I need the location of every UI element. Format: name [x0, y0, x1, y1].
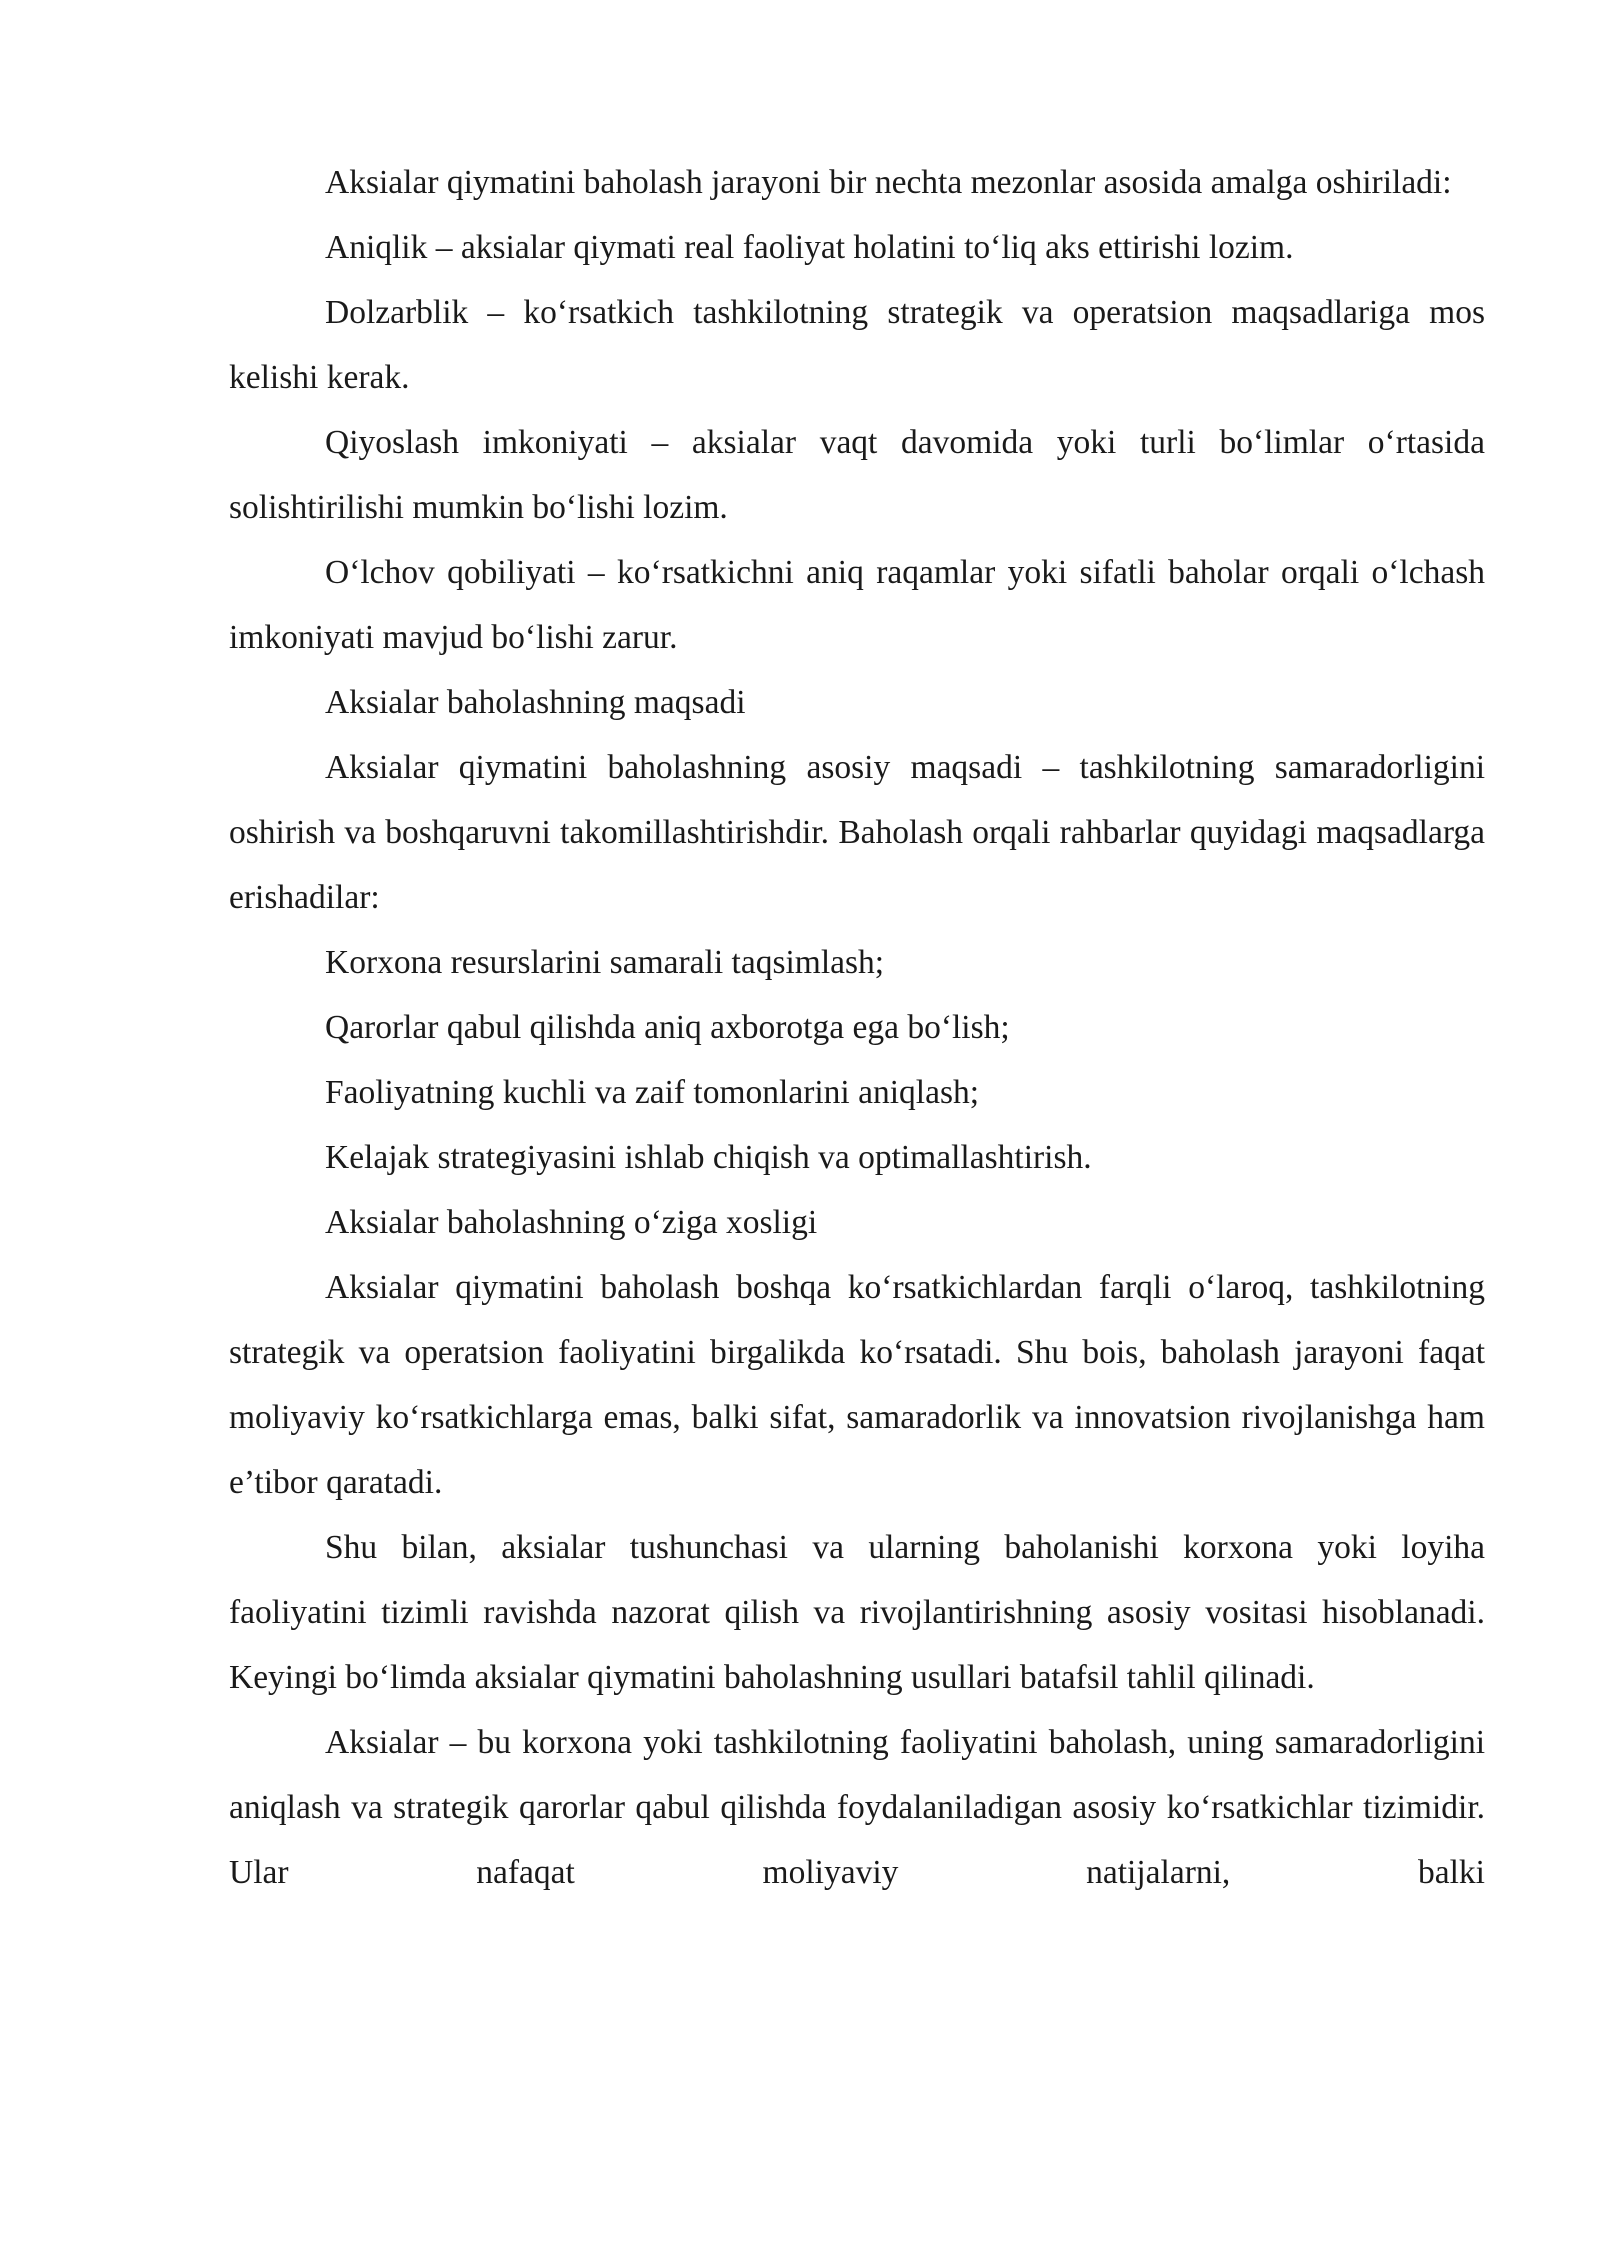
- paragraph-conclusion: Shu bilan, aksialar tushunchasi va ularning baholanishi korxona yoki loyiha faoliyatini tizimli ravishda nazorat qilish va rivojlantirishning asosiy vositasi hisoblanadi. Keyingi bo‘limda aksialar qiymatini baholashning usullari batafsil tahlil qilinadi.: [229, 1529, 1485, 1696]
- paragraph-specificity: Aksialar qiymatini baholash boshqa ko‘rsatkichlardan farqli o‘laroq, tashkilotning strategik va operatsion faoliyatini birgalikda ko‘rsatadi. Shu bois, baholash jarayoni faqat moliyaviy ko‘rsatkichlarga emas, balki sifat, samaradorlik va innovatsion rivojlanishga ham e’tibor qaratadi.: [229, 1269, 1485, 1501]
- paragraph-accuracy: Aniqlik – aksialar qiymati real faoliyat holatini to‘liq aks ettirishi lozim.: [325, 229, 1294, 266]
- heading-purpose: Aksialar baholashning maqsadi: [325, 684, 746, 721]
- list-item-strategy: Kelajak strategiyasini ishlab chiqish va optimallashtirish.: [325, 1139, 1092, 1176]
- list-item-strengths: Faoliyatning kuchli va zaif tomonlarini aniqlash;: [325, 1074, 980, 1111]
- list-item-decisions: Qarorlar qabul qilishda aniq axborotga ega bo‘lish;: [325, 1009, 1010, 1046]
- list-item-resources: Korxona resurslarini samarali taqsimlash;: [325, 944, 885, 981]
- paragraph-purpose: Aksialar qiymatini baholashning asosiy maqsadi – tashkilotning samaradorligini oshirish va boshqaruvni takomillashtirishdir. Baholash orqali rahbarlar quyidagi maqsadlarga erishadilar:: [229, 749, 1485, 916]
- document-page: [229, 150, 1485, 1905]
- paragraph-measurability: O‘lchov qobiliyati – ko‘rsatkichni aniq raqamlar yoki sifatli baholar orqali o‘lchash imkoniyati mavjud bo‘lishi zarur.: [229, 554, 1485, 656]
- paragraph-definition: Aksialar – bu korxona yoki tashkilotning faoliyatini baholash, uning samaradorligini aniqlash va strategik qarorlar qabul qilishda foydalaniladigan asosiy ko‘rsatkichlar tizimidir. Ular nafaqat moliyaviy natijalarni, balki: [229, 1724, 1485, 1891]
- paragraph-relevance: Dolzarblik – ko‘rsatkich tashkilotning strategik va operatsion maqsadlariga mos kelishi kerak.: [229, 294, 1485, 396]
- paragraph-criteria-intro: Aksialar qiymatini baholash jarayoni bir nechta mezonlar asosida amalga oshiriladi:: [325, 164, 1452, 201]
- heading-specificity: Aksialar baholashning o‘ziga xosligi: [325, 1204, 818, 1241]
- paragraph-comparability: Qiyoslash imkoniyati – aksialar vaqt davomida yoki turli bo‘limlar o‘rtasida solishtirilishi mumkin bo‘lishi lozim.: [229, 424, 1485, 526]
